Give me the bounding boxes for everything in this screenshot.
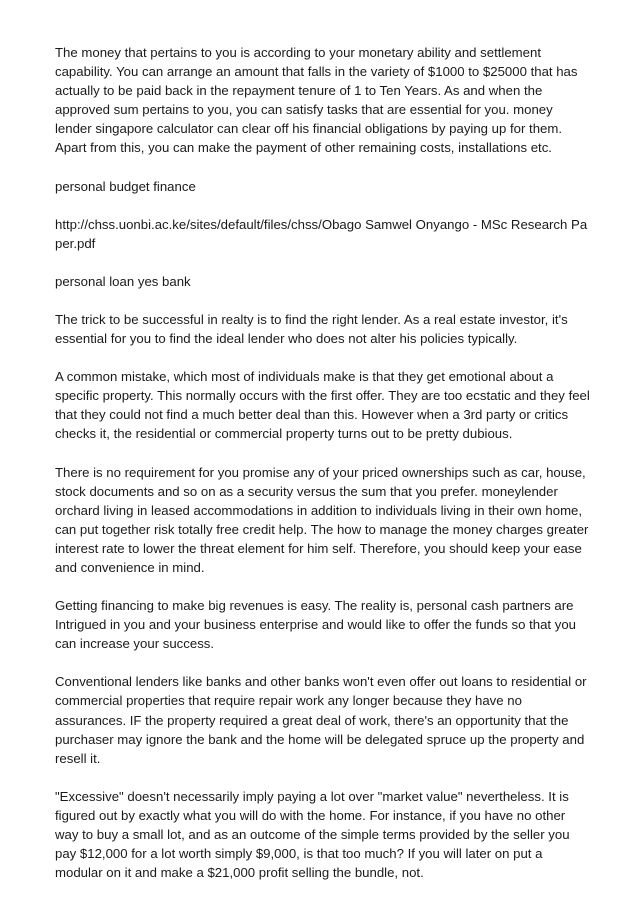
paragraph-loan-amount: The money that pertains to you is according to your monetary ability and settlement capability. You can arrange an amount that falls in the variety of $1000 to $25000 that has actually to be paid back in the repayment tenure of 1 to Ten Years. As and when the approved sum pertains to you, you can satisfy tasks that are essential for you. money lender singapore calculator can clear off his financial obligations by paying up for them. Apart from this, you can make the payment of other remaining costs, installations etc. (55, 45, 578, 156)
paragraph-excessive: "Excessive" doesn't necessarily imply paying a lot over "market value" nevertheless. It is figured out by exactly what you will do with the home. For instance, if you have no other way to buy a small lot, and as an outcome of the simple terms provided by the seller you pay $12,000 for a lot worth simply $9,000, is that too much? If you will later on put a modular on it and make a $21,000 profit selling the bundle, not. (55, 788, 570, 881)
paragraph-common-mistake: A common mistake, which most of individuals make is that they get emotional about a specific property. This normally occurs with the first offer. They are too ecstatic and they feel that they could not find a much better deal than this. However when a 3rd party or critics checks it, the residential or commercial property turns out to be pretty dubious. (55, 369, 590, 442)
paragraph-right-lender: The trick to be successful in realty is to find the right lender. As a real estate investor, it's essential for you to find the ideal lender who does not alter his policies typically. (55, 311, 568, 347)
link-personal-loan-yes-bank[interactable]: personal loan yes bank (55, 273, 191, 289)
paragraph-conventional-lenders: Conventional lenders like banks and other banks won't even offer out loans to residential or commercial properties that require repair work any longer because they have no assurances. IF the property required a great deal of work, there's an opportunity that the purchaser may ignore the bank and the home will be delegated spruce up the property and resell it. (55, 674, 587, 766)
paragraph-no-security: There is no requirement for you promise any of your priced ownerships such as car, house, stock documents and so on as a security versus the sum that you prefer. moneylender orchard living in leased accommodations in addition to individuals living in their own home, can put together risk totally free credit help. The how to manage the money charges greater interest rate to lower the threat element for him self. Therefore, you should keep your ease and convenience in mind. (55, 464, 589, 575)
research-paper-url[interactable]: http://chss.uonbi.ac.ke/sites/default/files/chss/Obago Samwel Onyango - MSc Research Paper.pdf (55, 216, 588, 251)
link-personal-budget-finance[interactable]: personal budget finance (55, 178, 196, 194)
document-body (55, 43, 590, 901)
paragraph-getting-financing: Getting financing to make big revenues is easy. The reality is, personal cash partners are Intrigued in you and your business enterprise and would like to offer the funds so that you can increase your success. (55, 598, 576, 652)
